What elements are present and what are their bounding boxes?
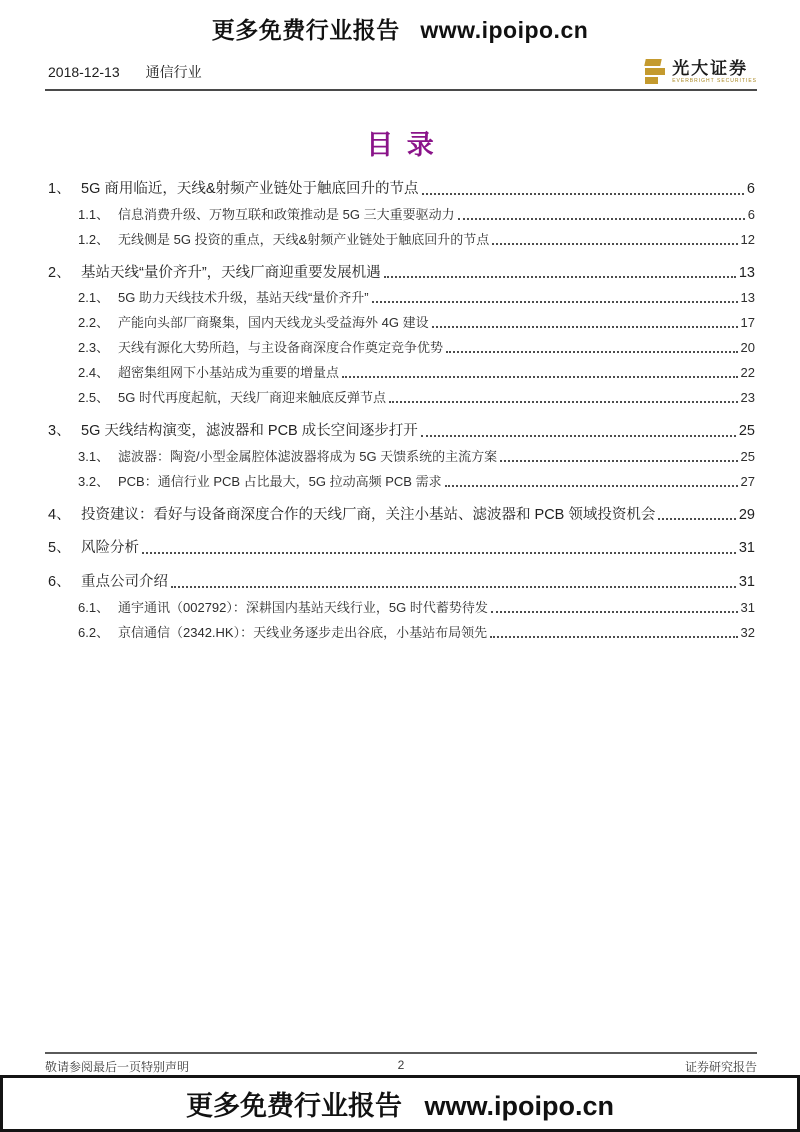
toc-entry-number: 6、 (48, 574, 71, 591)
toc-entry-label: PCB：通信行业 PCB 占比最大，5G 拉动高频 PCB 需求 (118, 473, 442, 489)
toc-entry (48, 539, 755, 558)
toc-entry-label: 京信通信（2342.HK）：天线业务逐步走出谷底，小基站布局领先 (118, 624, 488, 640)
toc-entry (78, 365, 755, 382)
toc-entry-page: 13 (738, 264, 755, 281)
dot-leader (491, 611, 738, 613)
header-divider (45, 89, 757, 91)
top-promo-banner: 更多免费行业报告 www.ipoipo.cn (211, 17, 589, 43)
dot-leader (500, 460, 737, 462)
toc-entry-label: 天线有源化大势所趋，与主设备商深度合作奠定竞争优势 (118, 340, 444, 356)
toc-entry-page: 32 (740, 624, 755, 640)
toc-entry-page: 12 (740, 231, 755, 247)
toc-entry (78, 625, 755, 642)
toc-entry (48, 422, 755, 441)
toc-entry-page: 22 (740, 365, 755, 381)
toc-entry-label: 基站天线“量价齐升”，天线厂商迎重要发展机遇 (81, 264, 381, 281)
toc-entry-number: 2.3、 (78, 340, 110, 356)
toc-entry (78, 290, 755, 307)
report-meta (48, 62, 202, 87)
toc-entry (48, 573, 755, 592)
everbright-e-icon (645, 59, 667, 85)
toc-entry (78, 474, 755, 491)
dot-leader (432, 326, 738, 328)
toc-entry-number: 2.4、 (78, 365, 110, 381)
dot-leader (492, 243, 737, 245)
footer-divider (45, 1052, 757, 1054)
logo-subtitle: EVERBRIGHT SECURITIES (672, 78, 757, 84)
industry-category: 通信行业 (145, 64, 202, 80)
toc-entry-number: 2.5、 (78, 390, 110, 406)
footer-page-number: 2 (397, 1058, 405, 1072)
toc-entry-number: 2.1、 (78, 290, 110, 306)
toc-entry-number: 1、 (48, 181, 71, 197)
logo-name: 光大证券 (672, 59, 749, 78)
toc-entry-page: 17 (740, 315, 755, 331)
toc-entry-number: 5、 (48, 540, 71, 557)
toc-entry (78, 207, 755, 224)
logo-text (672, 60, 757, 84)
toc-entry (78, 232, 755, 249)
toc-entry (78, 340, 755, 357)
toc-entry-label: 滤波器：陶瓷/小型金属腔体滤波器将成为 5G 天馈系统的主流方案 (118, 448, 498, 464)
toc-entry-number: 2、 (48, 264, 71, 281)
toc-entry-label: 重点公司介绍 (81, 574, 168, 591)
everbright-logo (645, 59, 757, 87)
page-footer (45, 1058, 757, 1073)
footer-disclaimer: 敬请参阅最后一页特别声明 (45, 1060, 190, 1073)
toc-entry-number: 4、 (48, 506, 71, 523)
footer-report-type: 证券研究报告 (684, 1060, 757, 1073)
toc-entry-label: 通宇通讯（002792）：深耕国内基站天线行业，5G 时代蓄势待发 (118, 600, 488, 616)
toc-entry-label: 5G 天线结构演变，滤波器和 PCB 成长空间逐步打开 (81, 422, 418, 439)
toc-entry-label: 5G 助力天线技术升级，基站天线“量价齐升” (118, 290, 369, 306)
toc-entry-number: 3.2、 (78, 473, 110, 489)
toc-entry-page: 13 (740, 290, 755, 306)
dot-leader (389, 401, 738, 403)
toc-entry-page: 23 (740, 390, 755, 406)
dot-leader (658, 518, 735, 520)
toc-entry (48, 180, 755, 199)
toc-entry (78, 600, 755, 617)
toc-entry-page: 25 (740, 448, 755, 464)
toc-list (48, 180, 755, 642)
dot-leader (421, 435, 736, 437)
toc-entry-number: 3、 (48, 422, 71, 439)
toc-entry-page: 27 (740, 473, 755, 489)
toc-entry-page: 20 (740, 340, 755, 356)
toc-entry-label: 信息消费升级、万物互联和政策推动是 5G 三大重要驱动力 (118, 206, 455, 222)
dot-leader (490, 636, 737, 638)
dot-leader (384, 276, 736, 278)
dot-leader (142, 552, 736, 554)
toc-entry-number: 3.1、 (78, 448, 110, 464)
toc-entry-label: 投资建议：看好与设备商深度合作的天线厂商，关注小基站、滤波器和 PCB 领域投资机会 (81, 506, 656, 523)
toc-entry-page: 29 (738, 506, 755, 523)
toc-entry-label: 超密集组网下小基站成为重要的增量点 (118, 365, 340, 381)
toc-entry (78, 390, 755, 407)
dot-leader (458, 218, 745, 220)
toc-entry-page: 31 (740, 600, 755, 616)
toc-entry-page: 31 (738, 540, 755, 557)
toc-title: 目 录 (366, 130, 434, 160)
bottom-promo-banner: 更多免费行业报告 www.ipoipo.cn (0, 1075, 800, 1132)
report-header (48, 59, 757, 87)
toc-entry (48, 506, 755, 525)
toc-entry-label: 无线侧是 5G 投资的重点，天线&射频产业链处于触底回升的节点 (118, 231, 490, 247)
dot-leader (171, 586, 736, 588)
toc-entry-label: 风险分析 (81, 540, 139, 557)
toc-entry (78, 449, 755, 466)
toc-entry-number: 1.2、 (78, 231, 110, 247)
dot-leader (422, 193, 744, 195)
toc-entry-page: 31 (738, 574, 755, 591)
toc-entry-label: 5G 时代再度起航，天线厂商迎来触底反弹节点 (118, 390, 386, 406)
toc-entry-page: 6 (747, 206, 755, 222)
toc-entry-number: 2.2、 (78, 315, 110, 331)
toc-entry-number: 6.2、 (78, 624, 110, 640)
toc-entry-page: 25 (738, 422, 755, 439)
dot-leader (342, 376, 738, 378)
toc-entry-number: 6.1、 (78, 600, 110, 616)
toc-entry-number: 1.1、 (78, 206, 110, 222)
toc-entry-label: 5G 商用临近，天线&射频产业链处于触底回升的节点 (81, 181, 419, 197)
toc-entry (48, 264, 755, 283)
dot-leader (445, 485, 738, 487)
dot-leader (446, 351, 738, 353)
report-date: 2018-12-13 (48, 64, 120, 80)
dot-leader (372, 301, 738, 303)
toc-entry-label: 产能向头部厂商聚集，国内天线龙头受益海外 4G 建设 (118, 315, 429, 331)
toc-entry (78, 315, 755, 332)
toc-entry-page: 6 (746, 181, 755, 197)
